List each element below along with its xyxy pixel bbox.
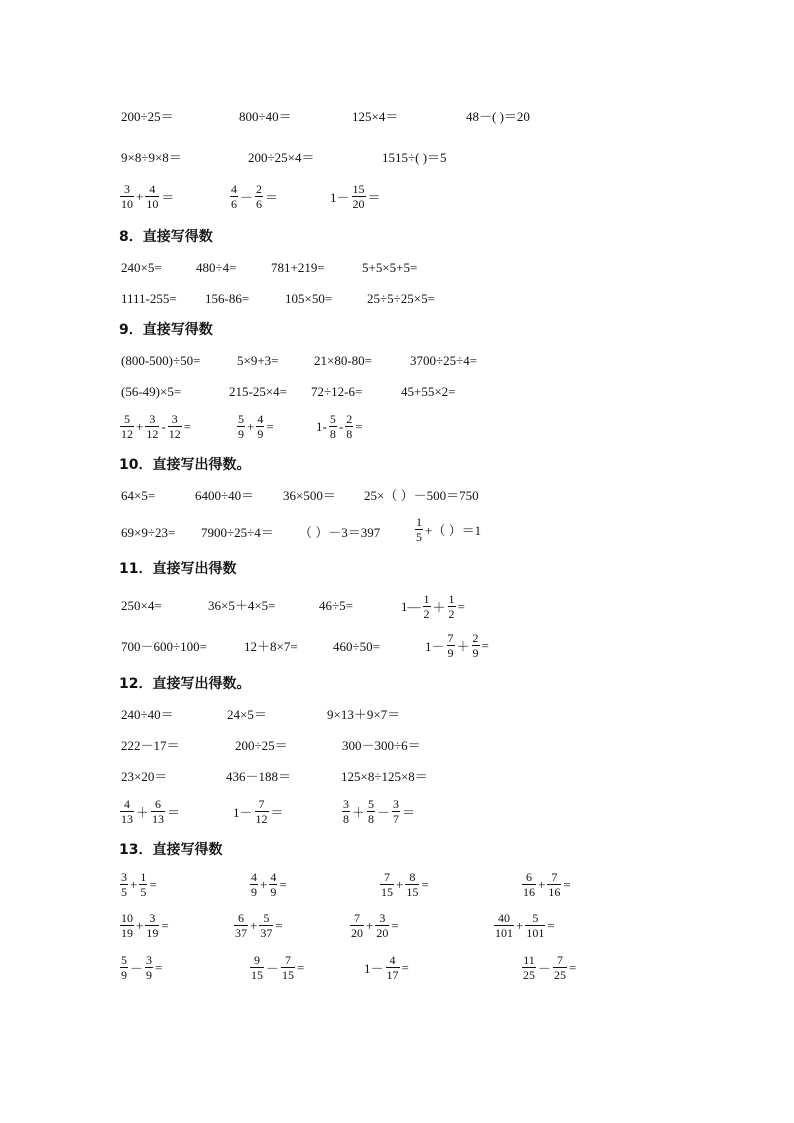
fraction-expression: $\frac{5}{9}$ － $\frac{3}{9}$ =: [121, 953, 163, 982]
fraction: $\frac{3}{7}$: [393, 797, 400, 826]
fraction: $\frac{6}{37}$: [235, 911, 247, 940]
expression: 781+219=: [271, 260, 325, 275]
fraction: $\frac{4}{9}$: [270, 870, 277, 899]
fraction-expression: $\frac{5}{12}$ + $\frac{3}{12}$ - $\frac{3}{12}$ =: [121, 412, 192, 441]
fraction: $\frac{2}{9}$: [472, 631, 479, 660]
fraction: $\frac{3}{9}$: [146, 953, 153, 982]
expression: 480÷4=: [196, 260, 237, 275]
expression: 125×4＝: [352, 109, 399, 124]
fraction: $\frac{15}{20}$: [352, 182, 365, 211]
fraction: $\frac{5}{8}$: [329, 412, 336, 441]
fraction: $\frac{40}{101}$: [495, 911, 513, 940]
expression: 105×50=: [285, 291, 333, 306]
fraction: $\frac{2}{8}$: [346, 412, 353, 441]
fraction: $\frac{3}{8}$: [343, 797, 349, 826]
fraction: $\frac{5}{8}$: [368, 797, 375, 826]
expression: 460÷50=: [333, 639, 380, 654]
fraction: $\frac{3}{12}$: [168, 412, 181, 441]
fraction: $\frac{8}{15}$: [406, 870, 419, 899]
expression: 45+55×2=: [401, 384, 456, 399]
expression: 5×9+3=: [237, 353, 279, 368]
fraction-expression: $\frac{11}{25}$ － $\frac{7}{25}$ =: [523, 953, 577, 982]
fraction: $\frac{7}{16}$: [548, 870, 561, 899]
fraction-expression: 1－ $\frac{15}{20}$ ＝: [330, 182, 381, 211]
fraction-expression: $\frac{3}{10}$ + $\frac{4}{10}$ ＝: [121, 182, 175, 211]
fraction: $\frac{7}{20}$: [351, 911, 363, 940]
expression: 48－( )＝20: [466, 109, 530, 124]
fraction-expression: $\frac{3}{5}$ + $\frac{1}{5}$ =: [121, 870, 157, 899]
fraction: $\frac{7}{15}$: [282, 953, 295, 982]
fraction: $\frac{3}{19}$: [146, 911, 159, 940]
fraction-expression: $\frac{4}{13}$ ＋ $\frac{6}{13}$ ＝: [121, 797, 181, 826]
expression: 69×9÷23=: [121, 525, 176, 540]
expression: 222－17＝: [121, 738, 180, 753]
fraction: $\frac{6}{16}$: [523, 870, 535, 899]
expression: 9×8÷9×8＝: [121, 150, 182, 165]
fraction-expression: 1－ $\frac{4}{17}$ =: [364, 953, 409, 982]
section-heading: 10．直接写出得数。: [119, 457, 251, 473]
fraction: $\frac{4}{13}$: [121, 797, 133, 826]
expression: （ ）－3＝397: [299, 525, 381, 540]
expression: 5+5×5+5=: [362, 260, 418, 275]
fraction-expression: $\frac{7}{15}$ + $\frac{8}{15}$ =: [381, 870, 429, 899]
expression: 200÷25＝: [121, 109, 174, 124]
expression: 200÷25＝: [235, 738, 288, 753]
expression: (800-500)÷50=: [121, 353, 201, 368]
fraction: $\frac{7}{12}$: [255, 797, 268, 826]
fraction: $\frac{3}{5}$: [121, 870, 127, 899]
expression: 6400÷40＝: [195, 488, 255, 503]
fraction: $\frac{4}{17}$: [386, 953, 399, 982]
section-heading: 9．直接写得数: [119, 322, 213, 338]
fraction-expression: 1— $\frac{1}{2}$ ＋ $\frac{1}{2}$ =: [401, 592, 465, 621]
fraction: $\frac{1}{2}$: [448, 592, 455, 621]
expression: 9×13＋9×7＝: [327, 707, 401, 722]
expression: 1515÷( )＝5: [382, 150, 447, 165]
expression: 46÷5=: [319, 598, 353, 613]
fraction: $\frac{3}{12}$: [146, 412, 159, 441]
expression: (56-49)×5=: [121, 384, 182, 399]
fraction: $\frac{4}{9}$: [251, 870, 257, 899]
fraction: $\frac{10}{19}$: [121, 911, 133, 940]
expression: 156-86=: [205, 291, 250, 306]
fraction: $\frac{3}{20}$: [376, 911, 389, 940]
fraction: $\frac{7}{25}$: [554, 953, 567, 982]
expression: 7900÷25÷4＝: [201, 525, 274, 540]
expression: 700－600÷100=: [121, 639, 207, 654]
fraction: $\frac{5}{12}$: [121, 412, 133, 441]
fraction: $\frac{1}{5}$: [416, 515, 422, 544]
fraction: $\frac{4}{9}$: [257, 412, 264, 441]
fraction: $\frac{5}{37}$: [260, 911, 273, 940]
fraction-expression: $\frac{4}{9}$ + $\frac{4}{9}$ =: [251, 870, 287, 899]
fraction-expression: $\frac{9}{15}$ － $\frac{7}{15}$ =: [251, 953, 305, 982]
fraction-expression: $\frac{5}{9}$ + $\frac{4}{9}$ =: [238, 412, 274, 441]
fraction-expression: 1- $\frac{5}{8}$ - $\frac{2}{8}$ =: [316, 412, 363, 441]
expression: 436－188＝: [226, 769, 292, 784]
fraction: $\frac{6}{13}$: [152, 797, 165, 826]
fraction-expression: $\frac{1}{5}$ +（ ）＝1: [416, 515, 482, 544]
section-heading: 13．直接写得数: [119, 842, 223, 858]
fraction: $\frac{5}{101}$: [526, 911, 545, 940]
expression: 800÷40＝: [239, 109, 292, 124]
expression: 1111-255=: [121, 291, 177, 306]
expression: 21×80-80=: [314, 353, 372, 368]
fraction: $\frac{4}{10}$: [146, 182, 159, 211]
expression: 300－300÷6＝: [342, 738, 421, 753]
fraction: $\frac{2}{6}$: [256, 182, 263, 211]
fraction: $\frac{7}{9}$: [447, 631, 454, 660]
fraction-expression: 1－ $\frac{7}{12}$ ＝: [233, 797, 284, 826]
fraction-expression: $\frac{10}{19}$ + $\frac{3}{19}$ =: [121, 911, 169, 940]
expression: 215-25×4=: [229, 384, 287, 399]
expression: 200÷25×4＝: [248, 150, 315, 165]
expression: 36×500＝: [283, 488, 336, 503]
section-heading: 8．直接写得数: [119, 229, 213, 245]
expression: 3700÷25÷4=: [410, 353, 478, 368]
expression: 36×5＋4×5=: [208, 598, 276, 613]
section-heading: 11．直接写出得数: [119, 561, 237, 577]
expression: 25×（ ）－500＝750: [364, 488, 479, 503]
fraction: $\frac{9}{15}$: [251, 953, 263, 982]
expression: 64×5=: [121, 488, 156, 503]
fraction: $\frac{4}{6}$: [231, 182, 237, 211]
fraction-expression: $\frac{40}{101}$ + $\frac{5}{101}$ =: [495, 911, 555, 940]
fraction-expression: $\frac{6}{16}$ + $\frac{7}{16}$ =: [523, 870, 571, 899]
expression: 250×4=: [121, 598, 162, 613]
expression: 24×5＝: [227, 707, 267, 722]
fraction-expression: 1－ $\frac{7}{9}$ ＋ $\frac{2}{9}$ =: [425, 631, 489, 660]
expression: 25÷5÷25×5=: [367, 291, 435, 306]
fraction-expression: $\frac{6}{37}$ + $\frac{5}{37}$ =: [235, 911, 283, 940]
fraction: $\frac{1}{2}$: [423, 592, 430, 621]
expression: 240÷40＝: [121, 707, 174, 722]
fraction-expression: $\frac{4}{6}$ － $\frac{2}{6}$ ＝: [231, 182, 279, 211]
section-heading: 12．直接写出得数。: [119, 676, 251, 692]
fraction-expression: $\frac{3}{8}$ ＋ $\frac{5}{8}$ － $\frac{3}{7}$ ＝: [343, 797, 416, 826]
fraction: $\frac{1}{5}$: [140, 870, 147, 899]
fraction: $\frac{3}{10}$: [121, 182, 133, 211]
expression: 240×5=: [121, 260, 162, 275]
fraction: $\frac{5}{9}$: [121, 953, 127, 982]
expression: 72÷12-6=: [311, 384, 363, 399]
expression: 12＋8×7=: [244, 639, 298, 654]
expression: 23×20＝: [121, 769, 168, 784]
fraction-expression: $\frac{7}{20}$ + $\frac{3}{20}$ =: [351, 911, 399, 940]
fraction: $\frac{7}{15}$: [381, 870, 393, 899]
expression: 125×8÷125×8＝: [341, 769, 428, 784]
fraction: $\frac{5}{9}$: [238, 412, 244, 441]
fraction: $\frac{11}{25}$: [523, 953, 535, 982]
